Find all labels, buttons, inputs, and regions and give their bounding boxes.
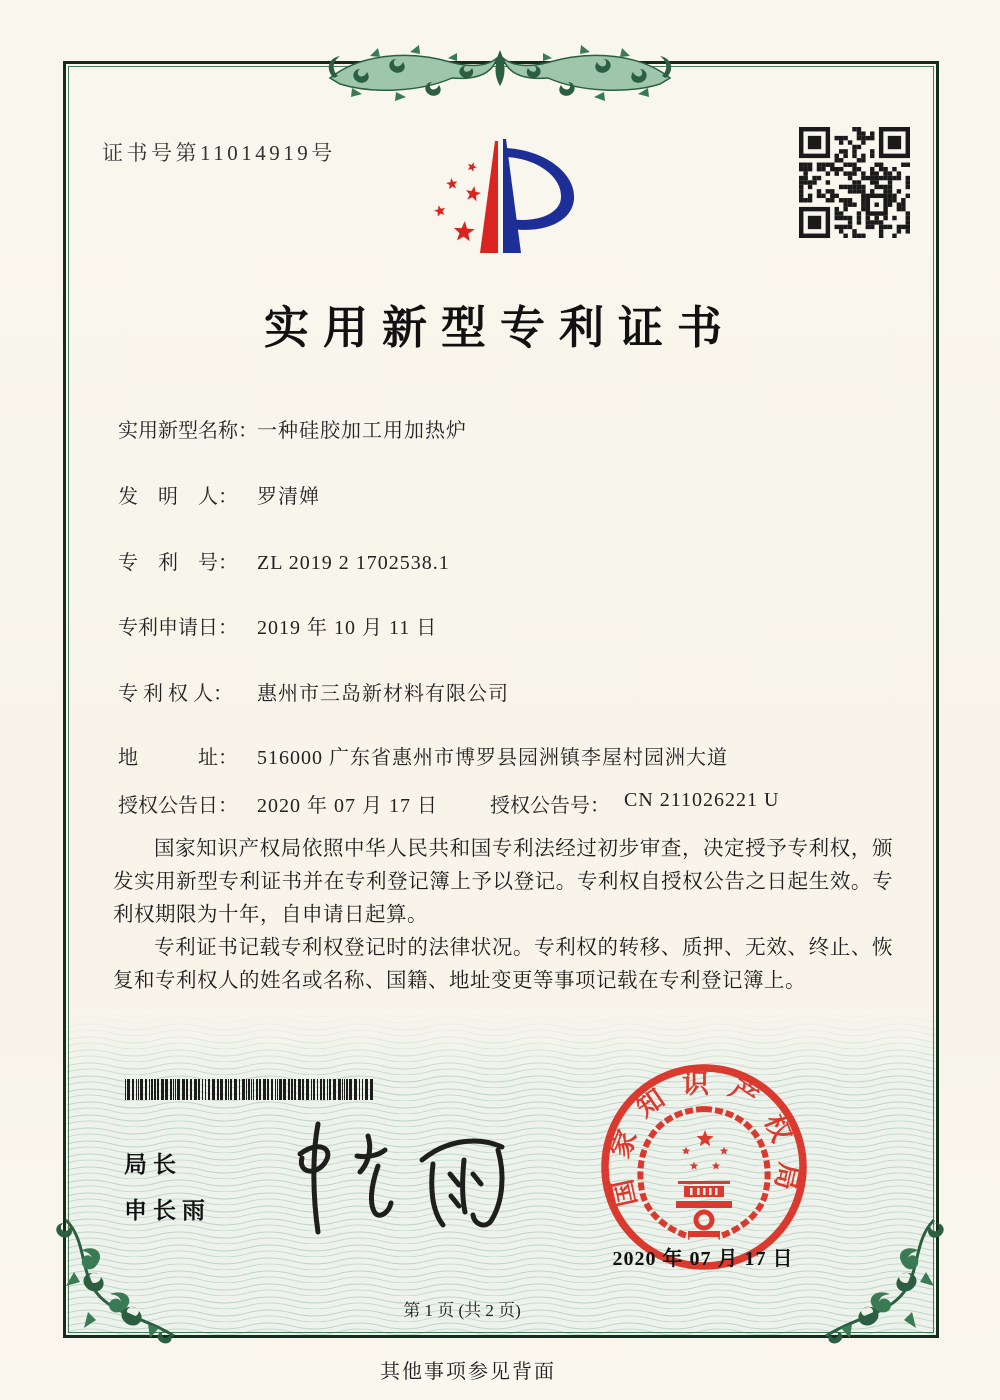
field-label: 授权公告号： (490, 795, 610, 817)
back-side-note: 其他事项参见背面 (380, 1361, 556, 1383)
field-label: 发 明 人： (118, 486, 238, 508)
field-value: 罗清婵 (257, 486, 320, 508)
field-grant-row (118, 789, 918, 818)
legal-paragraph-2: 专利证书记载专利权登记时的法律状况。专利权的转移、质押、无效、终止、恢复和专利权人的姓名或名称、国籍、地址变更等事项记载在专利登记簿上。 (113, 937, 893, 992)
field-utility-name (118, 414, 467, 443)
qr-code-icon (799, 127, 910, 238)
legal-text (113, 833, 893, 998)
field-value: 一种硅胶加工用加热炉 (257, 420, 467, 442)
field-value: 2019 年 10 月 11 日 (257, 617, 438, 639)
field-filing-date (118, 611, 437, 640)
cnipa-patent-logo-icon (420, 125, 590, 265)
field-value: 惠州市三岛新材料有限公司 (257, 683, 509, 705)
field-label: 专利申请日： (118, 617, 238, 639)
signature (272, 1112, 522, 1242)
certificate-number: 证书号第11014919号 (102, 141, 336, 165)
field-patentee (118, 677, 509, 706)
field-label: 实用新型名称： (118, 420, 258, 442)
page-number: 第 1 页 (共 2 页) (403, 1301, 521, 1320)
svg-text:国家知识产权局: 国家知识产权局 (603, 1068, 805, 1210)
certificate-title: 实用新型专利证书 (263, 303, 736, 353)
field-label: 授权公告日： (118, 795, 238, 817)
corner-flourish-icon (52, 1216, 182, 1348)
seal-date: 2020 年 07 月 17 日 (612, 1248, 794, 1270)
field-value: 2020 年 07 月 17 日 (257, 795, 438, 817)
field-patent-number (118, 546, 450, 575)
green-scroll-ornament-icon (300, 22, 700, 112)
field-label: 地 址： (118, 747, 238, 769)
field-value: CN 211026221 U (624, 789, 780, 811)
officer-name: 申长雨 (124, 1197, 211, 1223)
barcode-icon (125, 1079, 377, 1100)
corner-flourish-icon (818, 1216, 948, 1348)
field-label: 专 利 权 人： (118, 683, 233, 705)
officer-title: 局长 (124, 1151, 182, 1177)
field-inventor (118, 480, 320, 509)
field-address (118, 741, 728, 770)
field-value: ZL 2019 2 1702538.1 (257, 552, 450, 574)
field-value: 516000 广东省惠州市博罗县园洲镇李屋村园洲大道 (257, 747, 728, 769)
field-label: 专 利 号： (118, 552, 238, 574)
legal-paragraph-1: 国家知识产权局依照中华人民共和国专利法经过初步审查，决定授予专利权，颁发实用新型专利证书并在专利登记簿上予以登记。专利权自授权公告之日起生效。专利权期限为十年，自申请日起算。 (113, 838, 893, 926)
